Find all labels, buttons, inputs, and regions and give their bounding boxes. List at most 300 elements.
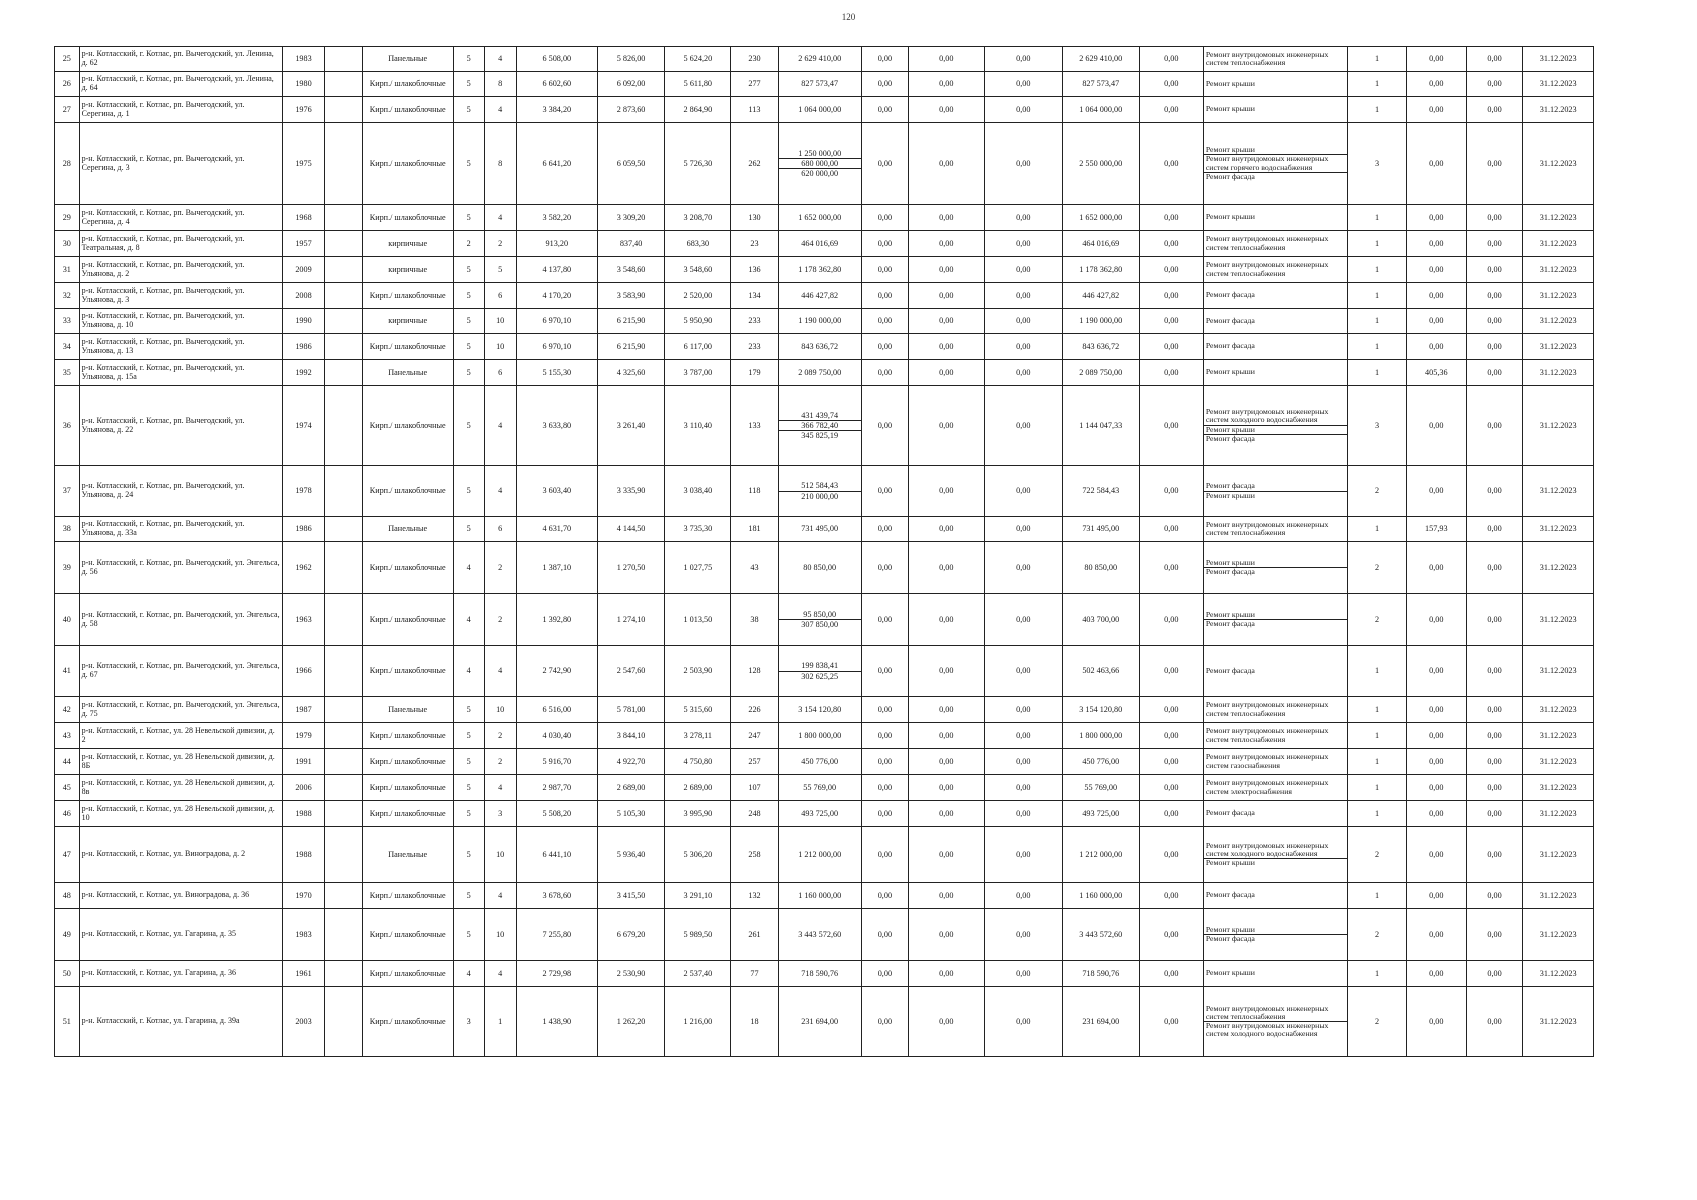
wall-material: Панельные: [362, 827, 453, 883]
work-type-item: Ремонт внутридомовых инженерных систем холодного водоснабжения: [1205, 407, 1329, 425]
work-type-cell: [1203, 909, 1347, 961]
cost-budget-local: 0,00: [984, 517, 1062, 542]
row-number: 30: [55, 231, 80, 257]
specific-cost: 0,00: [1406, 72, 1466, 97]
specific-cost: 0,00: [1406, 827, 1466, 883]
year-built: 1990: [282, 309, 325, 334]
cost-budget-local: 0,00: [984, 909, 1062, 961]
table-row: [55, 72, 1594, 97]
wall-material: Панельные: [362, 697, 453, 723]
address: р-н. Котласский, г. Котлас, рп. Вычегодский, ул. Ульянова, д. 10: [79, 309, 282, 334]
entrances: 10: [484, 909, 516, 961]
wall-material: Кирп./ шлакоблочные: [362, 723, 453, 749]
year-built: 1991: [282, 749, 325, 775]
cost-budget-local: 0,00: [984, 646, 1062, 697]
floors: 5: [453, 97, 484, 123]
area-residential: 5 611,80: [665, 72, 731, 97]
cost-total: 2 629 410,00: [1062, 47, 1139, 72]
cost-budget-local: 0,00: [984, 72, 1062, 97]
limit-cost: 0,00: [1466, 517, 1523, 542]
work-cost-cell: [778, 883, 861, 909]
row-number: 25: [55, 47, 80, 72]
address: р-н. Котласский, г. Котлас, рп. Вычегодский, ул. Энгельса, д. 67: [79, 646, 282, 697]
blank-cell: [325, 97, 362, 123]
address: р-н. Котласский, г. Котлас, ул. Гагарина, д. 36: [79, 961, 282, 987]
entrances: 2: [484, 723, 516, 749]
year-built: 1974: [282, 386, 325, 466]
completion-date: 31.12.2023: [1523, 205, 1594, 231]
cost-budget-local: 0,00: [984, 283, 1062, 309]
wall-material: кирпичные: [362, 257, 453, 283]
cost-fund: 0,00: [861, 123, 908, 205]
area-premises: 6 092,00: [597, 72, 664, 97]
work-cost-item: 1 178 362,80: [798, 264, 842, 274]
work-cost-item: 302 625,25: [779, 671, 861, 681]
work-cost-item: 1 250 000,00: [798, 148, 842, 158]
row-number: 35: [55, 360, 80, 386]
blank-cell: [325, 386, 362, 466]
cost-owners: 0,00: [1139, 257, 1203, 283]
entrances: 1: [484, 987, 516, 1057]
area-residential: 3 110,40: [665, 386, 731, 466]
work-type-item: Ремонт внутридомовых инженерных систем горячего водоснабжения: [1204, 154, 1347, 171]
specific-cost: 0,00: [1406, 231, 1466, 257]
address: р-н. Котласский, г. Котлас, рп. Вычегодский, ул. Ульянова, д. 3: [79, 283, 282, 309]
entrances: 6: [484, 517, 516, 542]
cost-fund: 0,00: [861, 909, 908, 961]
residents: 248: [731, 801, 778, 827]
specific-cost: 0,00: [1406, 909, 1466, 961]
area-premises: 5 936,40: [597, 827, 664, 883]
limit-cost: 0,00: [1466, 309, 1523, 334]
entrances: 2: [484, 594, 516, 646]
residents: 277: [731, 72, 778, 97]
work-cost-item: 431 439,74: [801, 410, 839, 420]
work-cost-cell: [778, 961, 861, 987]
page-number: 120: [841, 12, 856, 22]
work-type-item: Ремонт крыши: [1204, 491, 1347, 500]
residents: 233: [731, 334, 778, 360]
work-count: 1: [1348, 961, 1407, 987]
work-cost-item: 231 694,00: [801, 1016, 839, 1026]
cost-budget-region: 0,00: [908, 542, 984, 594]
address: р-н. Котласский, г. Котлас, рп. Вычегодский, ул. Ленина, д. 64: [79, 72, 282, 97]
work-type-cell: [1203, 749, 1347, 775]
area-residential: 4 750,80: [665, 749, 731, 775]
table-row: [55, 466, 1594, 517]
work-type-item: Ремонт крыши: [1205, 104, 1255, 114]
completion-date: 31.12.2023: [1523, 749, 1594, 775]
work-cost-item: 199 838,41: [801, 661, 839, 671]
wall-material: Кирп./ шлакоблочные: [362, 97, 453, 123]
work-cost-item: 446 427,82: [801, 290, 839, 300]
cost-owners: 0,00: [1139, 231, 1203, 257]
row-number: 45: [55, 775, 80, 801]
cost-budget-region: 0,00: [908, 827, 984, 883]
residents: 233: [731, 309, 778, 334]
cost-fund: 0,00: [861, 801, 908, 827]
wall-material: Кирп./ шлакоблочные: [362, 72, 453, 97]
blank-cell: [325, 987, 362, 1057]
address: р-н. Котласский, г. Котлас, рп. Вычегодский, ул. Ульянова, д. 22: [79, 386, 282, 466]
completion-date: 31.12.2023: [1523, 542, 1594, 594]
entrances: 4: [484, 466, 516, 517]
total-area: 5 155,30: [516, 360, 597, 386]
cost-budget-region: 0,00: [908, 283, 984, 309]
table-row: [55, 257, 1594, 283]
year-built: 1980: [282, 72, 325, 97]
cost-fund: 0,00: [861, 646, 908, 697]
cost-budget-region: 0,00: [908, 47, 984, 72]
work-type-item: Ремонт фасада: [1205, 290, 1255, 300]
year-built: 1988: [282, 827, 325, 883]
completion-date: 31.12.2023: [1523, 594, 1594, 646]
area-premises: 2 873,60: [597, 97, 664, 123]
cost-budget-region: 0,00: [908, 961, 984, 987]
cost-owners: 0,00: [1139, 466, 1203, 517]
work-cost-cell: [778, 517, 861, 542]
area-residential: 1 216,00: [665, 987, 731, 1057]
total-area: 1 438,90: [516, 987, 597, 1057]
work-type-cell: [1203, 205, 1347, 231]
specific-cost: 0,00: [1406, 775, 1466, 801]
work-cost-item: 843 636,72: [801, 341, 839, 351]
work-type-cell: [1203, 801, 1347, 827]
limit-cost: 0,00: [1466, 909, 1523, 961]
cost-budget-local: 0,00: [984, 334, 1062, 360]
area-premises: 2 689,00: [597, 775, 664, 801]
blank-cell: [325, 801, 362, 827]
cost-owners: 0,00: [1139, 360, 1203, 386]
table-row: [55, 697, 1594, 723]
wall-material: Панельные: [362, 517, 453, 542]
limit-cost: 0,00: [1466, 961, 1523, 987]
total-area: 6 508,00: [516, 47, 597, 72]
residents: 113: [731, 97, 778, 123]
cost-budget-local: 0,00: [984, 205, 1062, 231]
total-area: 5 916,70: [516, 749, 597, 775]
work-count: 1: [1348, 775, 1407, 801]
cost-total: 3 154 120,80: [1062, 697, 1139, 723]
year-built: 2003: [282, 987, 325, 1057]
work-type-item: Ремонт фасада: [1204, 172, 1347, 181]
wall-material: Кирп./ шлакоблочные: [362, 749, 453, 775]
work-count: 1: [1348, 517, 1407, 542]
blank-cell: [325, 723, 362, 749]
row-number: 41: [55, 646, 80, 697]
area-premises: 6 679,20: [597, 909, 664, 961]
wall-material: Панельные: [362, 47, 453, 72]
total-area: 6 641,20: [516, 123, 597, 205]
entrances: 8: [484, 123, 516, 205]
cost-owners: 0,00: [1139, 47, 1203, 72]
work-type-cell: [1203, 594, 1347, 646]
table-row: [55, 360, 1594, 386]
work-count: 3: [1348, 386, 1407, 466]
blank-cell: [325, 749, 362, 775]
table-row: [55, 883, 1594, 909]
limit-cost: 0,00: [1466, 987, 1523, 1057]
year-built: 1961: [282, 961, 325, 987]
entrances: 6: [484, 360, 516, 386]
limit-cost: 0,00: [1466, 97, 1523, 123]
limit-cost: 0,00: [1466, 542, 1523, 594]
work-cost-cell: [778, 309, 861, 334]
area-premises: 3 415,50: [597, 883, 664, 909]
total-area: 2 729,98: [516, 961, 597, 987]
cost-total: 2 550 000,00: [1062, 123, 1139, 205]
work-count: 1: [1348, 47, 1407, 72]
cost-fund: 0,00: [861, 697, 908, 723]
work-type-item: Ремонт внутридомовых инженерных систем теплоснабжения: [1205, 260, 1329, 278]
cost-budget-local: 0,00: [984, 697, 1062, 723]
limit-cost: 0,00: [1466, 123, 1523, 205]
limit-cost: 0,00: [1466, 646, 1523, 697]
cost-total: 1 178 362,80: [1062, 257, 1139, 283]
work-type-cell: [1203, 987, 1347, 1057]
work-count: 1: [1348, 723, 1407, 749]
area-premises: 1 270,50: [597, 542, 664, 594]
area-residential: 3 735,30: [665, 517, 731, 542]
wall-material: Кирп./ шлакоблочные: [362, 123, 453, 205]
residents: 107: [731, 775, 778, 801]
work-cost-item: 450 776,00: [801, 756, 839, 766]
cost-total: 1 800 000,00: [1062, 723, 1139, 749]
wall-material: Кирп./ шлакоблочные: [362, 334, 453, 360]
total-area: 4 137,80: [516, 257, 597, 283]
entrances: 4: [484, 775, 516, 801]
floors: 5: [453, 517, 484, 542]
cost-fund: 0,00: [861, 72, 908, 97]
work-count: 1: [1348, 309, 1407, 334]
residents: 43: [731, 542, 778, 594]
total-area: 6 516,00: [516, 697, 597, 723]
row-number: 27: [55, 97, 80, 123]
cost-fund: 0,00: [861, 205, 908, 231]
year-built: 1988: [282, 801, 325, 827]
completion-date: 31.12.2023: [1523, 723, 1594, 749]
work-count: 2: [1348, 827, 1407, 883]
cost-budget-local: 0,00: [984, 231, 1062, 257]
area-premises: 3 548,60: [597, 257, 664, 283]
area-residential: 2 864,90: [665, 97, 731, 123]
work-type-cell: [1203, 883, 1347, 909]
cost-budget-local: 0,00: [984, 47, 1062, 72]
table-row: [55, 231, 1594, 257]
work-cost-cell: [778, 646, 861, 697]
work-count: 1: [1348, 205, 1407, 231]
cost-owners: 0,00: [1139, 775, 1203, 801]
specific-cost: 0,00: [1406, 961, 1466, 987]
work-cost-cell: [778, 334, 861, 360]
row-number: 42: [55, 697, 80, 723]
cost-owners: 0,00: [1139, 309, 1203, 334]
year-built: 1963: [282, 594, 325, 646]
work-count: 2: [1348, 987, 1407, 1057]
floors: 5: [453, 466, 484, 517]
cost-total: 1 190 000,00: [1062, 309, 1139, 334]
row-number: 38: [55, 517, 80, 542]
table-row: [55, 309, 1594, 334]
row-number: 47: [55, 827, 80, 883]
cost-total: 231 694,00: [1062, 987, 1139, 1057]
completion-date: 31.12.2023: [1523, 72, 1594, 97]
area-residential: 5 624,20: [665, 47, 731, 72]
table-row: [55, 283, 1594, 309]
blank-cell: [325, 72, 362, 97]
cost-fund: 0,00: [861, 542, 908, 594]
row-number: 43: [55, 723, 80, 749]
table-body: [55, 47, 1594, 1057]
row-number: 28: [55, 123, 80, 205]
cost-owners: 0,00: [1139, 827, 1203, 883]
work-count: 1: [1348, 360, 1407, 386]
work-count: 1: [1348, 801, 1407, 827]
cost-fund: 0,00: [861, 775, 908, 801]
blank-cell: [325, 466, 362, 517]
total-area: 3 384,20: [516, 97, 597, 123]
address: р-н. Котласский, г. Котлас, ул. 28 Невельской дивизии, д. 10: [79, 801, 282, 827]
work-type-item: Ремонт фасада: [1204, 619, 1347, 628]
address: р-н. Котласский, г. Котлас, рп. Вычегодский, ул. Энгельса, д. 56: [79, 542, 282, 594]
cost-total: 55 769,00: [1062, 775, 1139, 801]
area-premises: 4 325,60: [597, 360, 664, 386]
floors: 5: [453, 386, 484, 466]
area-premises: 1 274,10: [597, 594, 664, 646]
table-row: [55, 646, 1594, 697]
floors: 5: [453, 697, 484, 723]
limit-cost: 0,00: [1466, 257, 1523, 283]
work-cost-cell: [778, 360, 861, 386]
work-type-item: Ремонт внутридомовых инженерных систем электроснабжения: [1205, 778, 1329, 796]
address: р-н. Котласский, г. Котлас, рп. Вычегодский, ул. Серегина, д. 1: [79, 97, 282, 123]
floors: 5: [453, 360, 484, 386]
total-area: 913,20: [516, 231, 597, 257]
table-row: [55, 47, 1594, 72]
work-type-cell: [1203, 542, 1347, 594]
table-row: [55, 517, 1594, 542]
work-cost-item: 1 212 000,00: [798, 849, 842, 859]
blank-cell: [325, 309, 362, 334]
total-area: 6 602,60: [516, 72, 597, 97]
cost-budget-local: 0,00: [984, 749, 1062, 775]
year-built: 1979: [282, 723, 325, 749]
table-row: [55, 594, 1594, 646]
cost-budget-region: 0,00: [908, 723, 984, 749]
completion-date: 31.12.2023: [1523, 646, 1594, 697]
area-residential: 2 537,40: [665, 961, 731, 987]
work-count: 2: [1348, 542, 1407, 594]
specific-cost: 0,00: [1406, 723, 1466, 749]
table-row: [55, 961, 1594, 987]
area-premises: 6 059,50: [597, 123, 664, 205]
blank-cell: [325, 47, 362, 72]
row-number: 39: [55, 542, 80, 594]
year-built: 1970: [282, 883, 325, 909]
cost-total: 1 144 047,33: [1062, 386, 1139, 466]
cost-total: 403 700,00: [1062, 594, 1139, 646]
work-cost-item: 827 573,47: [801, 79, 839, 89]
cost-budget-region: 0,00: [908, 72, 984, 97]
cost-budget-local: 0,00: [984, 883, 1062, 909]
table-row: [55, 542, 1594, 594]
specific-cost: 0,00: [1406, 646, 1466, 697]
work-cost-cell: [778, 594, 861, 646]
address: р-н. Котласский, г. Котлас, рп. Вычегодский, ул. Энгельса, д. 58: [79, 594, 282, 646]
residents: 130: [731, 205, 778, 231]
work-type-item: Ремонт фасада: [1205, 481, 1255, 491]
specific-cost: 0,00: [1406, 542, 1466, 594]
cost-total: 450 776,00: [1062, 749, 1139, 775]
limit-cost: 0,00: [1466, 801, 1523, 827]
row-number: 48: [55, 883, 80, 909]
cost-total: 718 590,76: [1062, 961, 1139, 987]
blank-cell: [325, 646, 362, 697]
work-type-item: Ремонт крыши: [1205, 968, 1255, 978]
cost-owners: 0,00: [1139, 542, 1203, 594]
cost-budget-region: 0,00: [908, 123, 984, 205]
limit-cost: 0,00: [1466, 883, 1523, 909]
work-type-cell: [1203, 47, 1347, 72]
work-cost-item: 620 000,00: [779, 168, 861, 178]
cost-fund: 0,00: [861, 386, 908, 466]
cost-owners: 0,00: [1139, 123, 1203, 205]
specific-cost: 0,00: [1406, 123, 1466, 205]
work-type-item: Ремонт крыши: [1205, 557, 1255, 567]
address: р-н. Котласский, г. Котлас, рп. Вычегодский, ул. Ульянова, д. 24: [79, 466, 282, 517]
work-cost-item: 95 850,00: [803, 609, 837, 619]
specific-cost: 0,00: [1406, 801, 1466, 827]
year-built: 1987: [282, 697, 325, 723]
cost-budget-region: 0,00: [908, 594, 984, 646]
blank-cell: [325, 909, 362, 961]
year-built: 1983: [282, 909, 325, 961]
address: р-н. Котласский, г. Котлас, ул. 28 Невельской дивизии, д. 2: [79, 723, 282, 749]
work-type-item: Ремонт фасада: [1205, 890, 1255, 900]
work-type-cell: [1203, 827, 1347, 883]
work-type-cell: [1203, 360, 1347, 386]
work-count: 1: [1348, 231, 1407, 257]
entrances: 4: [484, 97, 516, 123]
cost-budget-region: 0,00: [908, 883, 984, 909]
work-cost-item: 1 652 000,00: [798, 212, 842, 222]
cost-owners: 0,00: [1139, 72, 1203, 97]
blank-cell: [325, 517, 362, 542]
work-cost-item: 1 190 000,00: [798, 316, 842, 326]
table-row: [55, 386, 1594, 466]
residents: 128: [731, 646, 778, 697]
cost-fund: 0,00: [861, 517, 908, 542]
entrances: 4: [484, 205, 516, 231]
cost-total: 502 463,66: [1062, 646, 1139, 697]
limit-cost: 0,00: [1466, 749, 1523, 775]
total-area: 3 582,20: [516, 205, 597, 231]
work-cost-item: 210 000,00: [779, 491, 861, 501]
residents: 133: [731, 386, 778, 466]
blank-cell: [325, 205, 362, 231]
row-number: 33: [55, 309, 80, 334]
work-type-cell: [1203, 646, 1347, 697]
cost-total: 2 089 750,00: [1062, 360, 1139, 386]
year-built: 1975: [282, 123, 325, 205]
residents: 136: [731, 257, 778, 283]
residents: 262: [731, 123, 778, 205]
limit-cost: 0,00: [1466, 334, 1523, 360]
area-premises: 5 105,30: [597, 801, 664, 827]
year-built: 2009: [282, 257, 325, 283]
total-area: 4 030,40: [516, 723, 597, 749]
year-built: 2006: [282, 775, 325, 801]
